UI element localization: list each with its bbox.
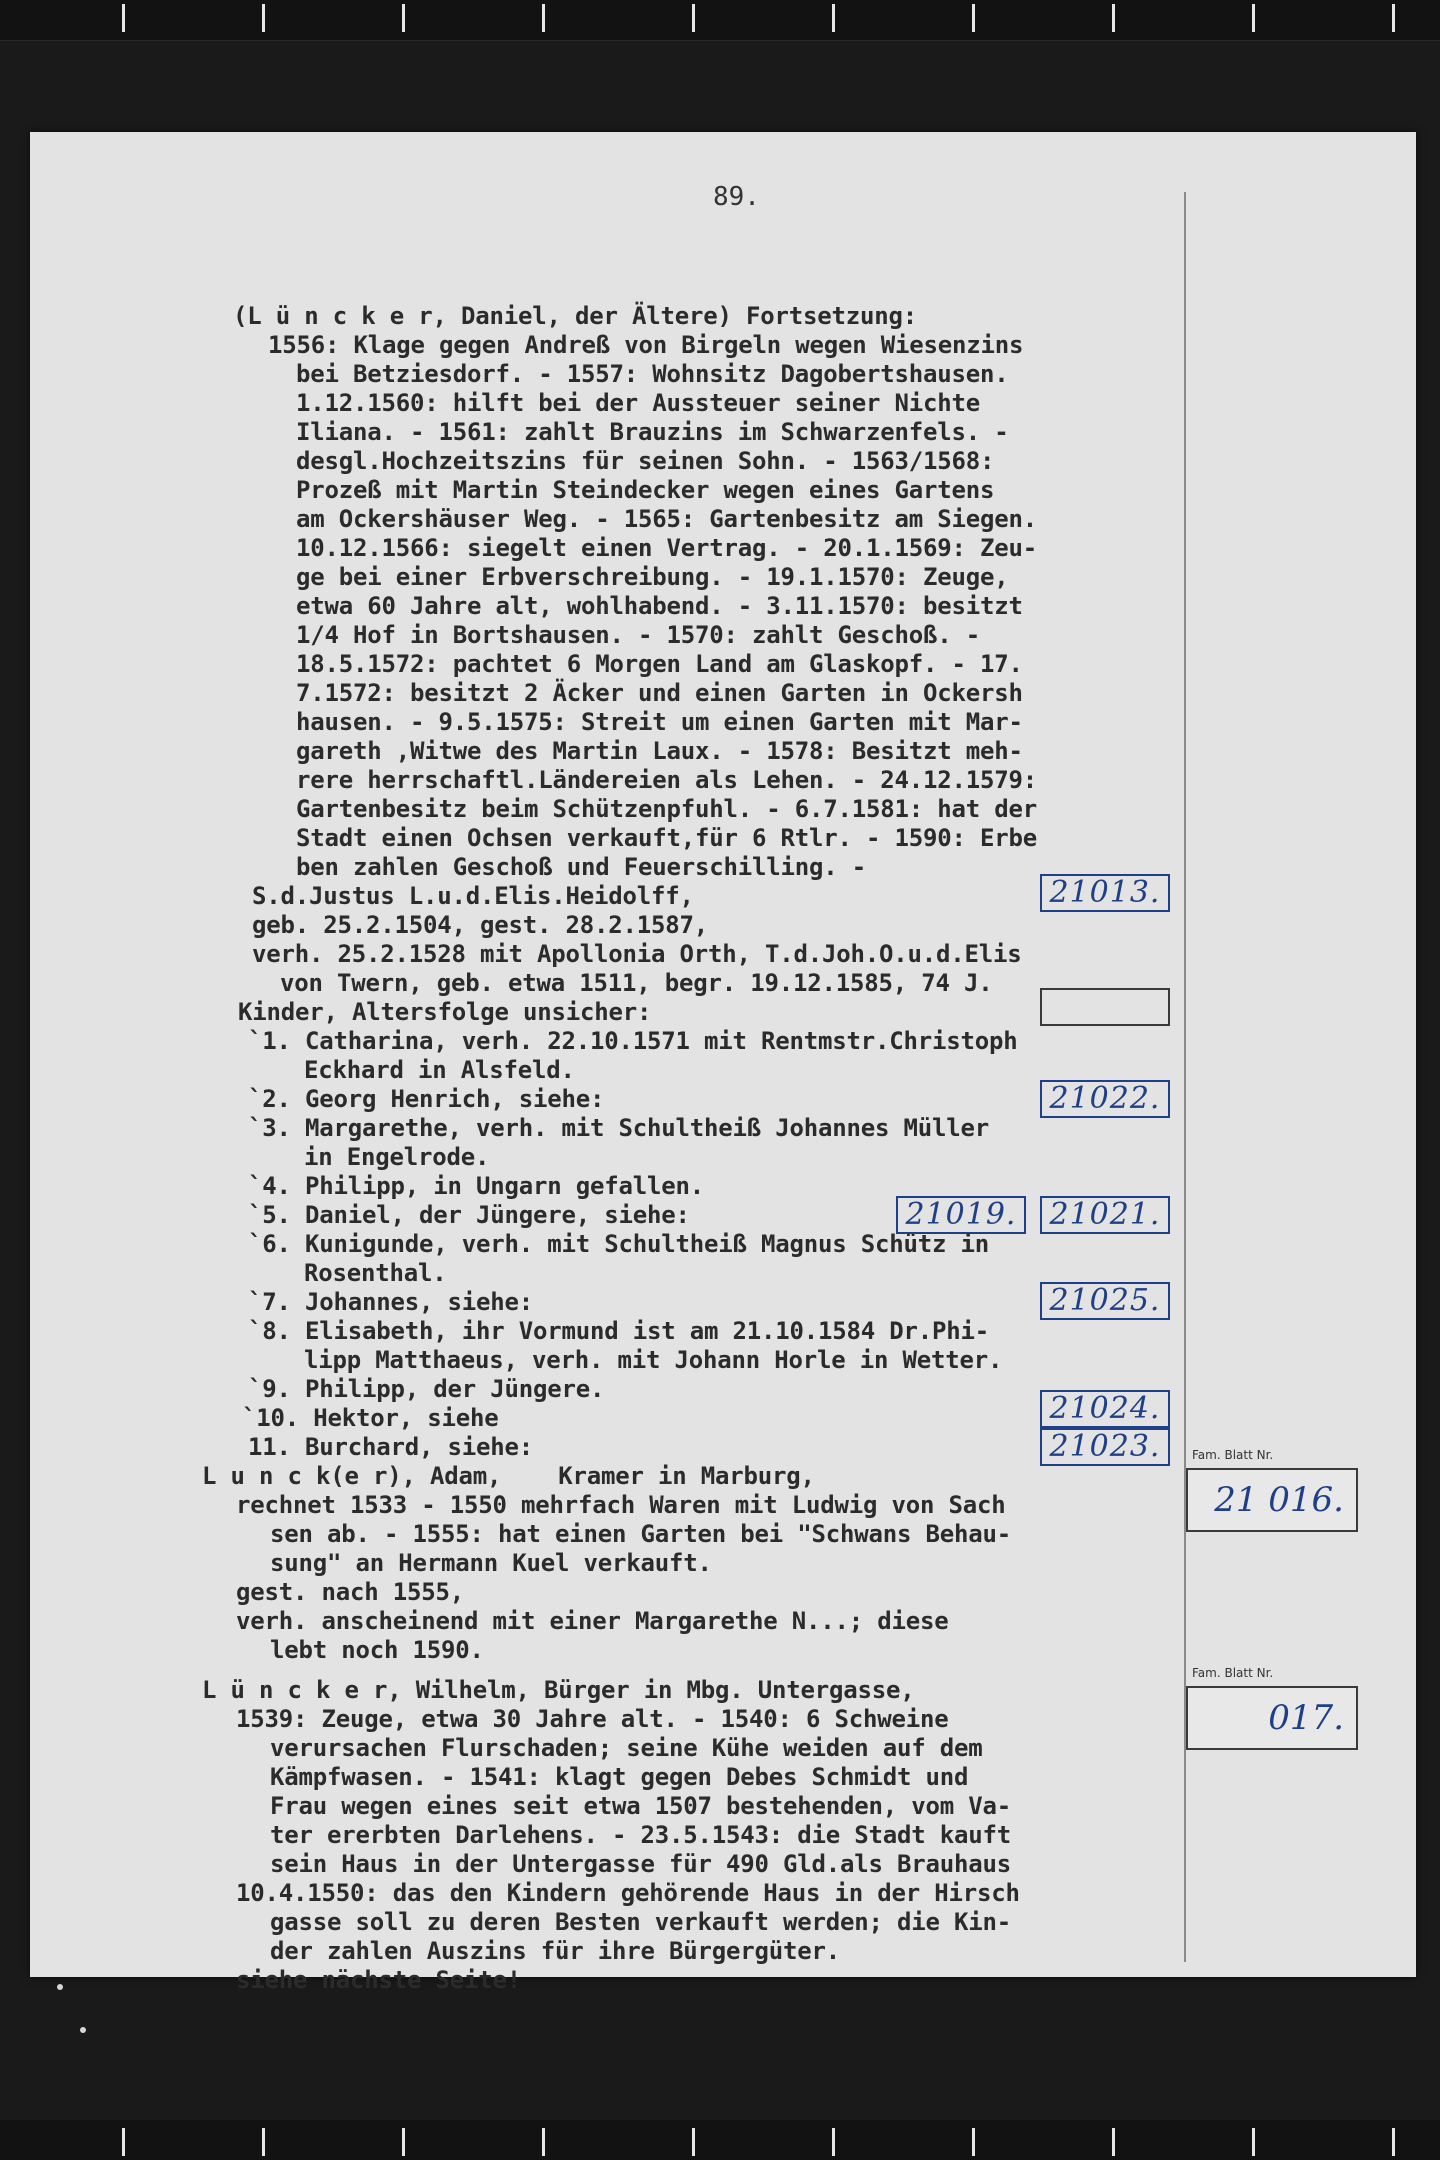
text-line: `7. Johannes, siehe: bbox=[248, 1288, 533, 1316]
text-line: `10. Hektor, siehe bbox=[242, 1404, 499, 1432]
record-number-stamp: 21022. bbox=[1040, 1080, 1170, 1118]
text-line: 18.5.1572: pachtet 6 Morgen Land am Glaskopf. - 17. bbox=[296, 650, 1023, 678]
film-tick bbox=[832, 4, 835, 32]
family-sheet-number: 017. bbox=[1268, 1698, 1344, 1738]
text-line: 11. Burchard, siehe: bbox=[248, 1433, 533, 1461]
text-line: ben zahlen Geschoß und Feuerschilling. - bbox=[296, 853, 866, 881]
text-line: L ü n c k e r, Wilhelm, Bürger in Mbg. Untergasse, bbox=[202, 1676, 915, 1704]
text-line: ge bei einer Erbverschreibung. - 19.1.1570: Zeuge, bbox=[296, 563, 1009, 591]
film-tick bbox=[832, 2128, 835, 2156]
top-film-strip bbox=[0, 0, 1440, 41]
text-line: 1556: Klage gegen Andreß von Birgeln wegen Wiesenzins bbox=[268, 331, 1024, 359]
text-line: in Engelrode. bbox=[304, 1143, 490, 1171]
text-line: verh. 25.2.1528 mit Apollonia Orth, T.d.Joh.O.u.d.Elis bbox=[252, 940, 1022, 968]
record-number-stamp: 21021. bbox=[1040, 1196, 1170, 1234]
film-tick bbox=[1252, 4, 1255, 32]
text-line: bei Betziesdorf. - 1557: Wohnsitz Dagobertshausen. bbox=[296, 360, 1009, 388]
text-line: verh. anscheinend mit einer Margarethe N...; diese bbox=[236, 1607, 949, 1635]
film-tick bbox=[402, 2128, 405, 2156]
text-line: `4. Philipp, in Ungarn gefallen. bbox=[248, 1172, 704, 1200]
text-line: lebt noch 1590. bbox=[270, 1636, 484, 1664]
text-line: Rosenthal. bbox=[304, 1259, 447, 1287]
text-line: rere herrschaftl.Ländereien als Lehen. - 24.12.1579: bbox=[296, 766, 1037, 794]
text-line: Kämpfwasen. - 1541: klagt gegen Debes Schmidt und bbox=[270, 1763, 969, 1791]
bottom-film-strip bbox=[0, 2120, 1440, 2160]
family-sheet-label: Fam. Blatt Nr. bbox=[1192, 1448, 1274, 1462]
family-sheet-number: 21 016. bbox=[1214, 1480, 1344, 1520]
text-line: lipp Matthaeus, verh. mit Johann Horle in Wetter. bbox=[304, 1346, 1003, 1374]
film-tick bbox=[692, 2128, 695, 2156]
film-tick bbox=[542, 4, 545, 32]
film-tick bbox=[972, 4, 975, 32]
record-number-stamp: 21025. bbox=[1040, 1282, 1170, 1320]
text-line: `9. Philipp, der Jüngere. bbox=[248, 1375, 605, 1403]
record-number-stamp: 21024. bbox=[1040, 1390, 1170, 1428]
text-line: etwa 60 Jahre alt, wohlhabend. - 3.11.1570: besitzt bbox=[296, 592, 1023, 620]
text-line: (L ü n c k e r, Daniel, der Ältere) Fortsetzung: bbox=[233, 302, 917, 330]
text-line: 7.1572: besitzt 2 Äcker und einen Garten in Ockersh bbox=[296, 679, 1023, 707]
text-line: `3. Margarethe, verh. mit Schultheiß Johannes Müller bbox=[248, 1114, 989, 1142]
text-line: `2. Georg Henrich, siehe: bbox=[248, 1085, 605, 1113]
family-sheet-box bbox=[1186, 1448, 1358, 1532]
text-line: gareth ,Witwe des Martin Laux. - 1578: Besitzt meh- bbox=[296, 737, 1023, 765]
film-tick bbox=[1252, 2128, 1255, 2156]
text-line: 10.4.1550: das den Kindern gehörende Haus in der Hirsch bbox=[236, 1879, 1020, 1907]
text-line: Kinder, Altersfolge unsicher: bbox=[238, 998, 652, 1026]
film-tick bbox=[402, 4, 405, 32]
film-tick bbox=[122, 2128, 125, 2156]
record-number-stamp: 21023. bbox=[1040, 1428, 1170, 1466]
punch-mark bbox=[80, 2027, 86, 2033]
film-tick bbox=[1392, 4, 1395, 32]
text-line: geb. 25.2.1504, gest. 28.2.1587, bbox=[252, 911, 708, 939]
text-line: gasse soll zu deren Besten verkauft werden; die Kin- bbox=[270, 1908, 1011, 1936]
film-tick bbox=[692, 4, 695, 32]
family-sheet-box bbox=[1186, 1666, 1358, 1750]
text-line: S.d.Justus L.u.d.Elis.Heidolff, bbox=[252, 882, 694, 910]
film-tick bbox=[1392, 2128, 1395, 2156]
text-line: 1539: Zeuge, etwa 30 Jahre alt. - 1540: 6 Schweine bbox=[236, 1705, 949, 1733]
film-tick bbox=[262, 4, 265, 32]
text-line: desgl.Hochzeitszins für seinen Sohn. - 1563/1568: bbox=[296, 447, 995, 475]
film-tick bbox=[1112, 4, 1115, 32]
text-line: am Ockershäuser Weg. - 1565: Gartenbesitz am Siegen. bbox=[296, 505, 1037, 533]
empty-record-stamp bbox=[1040, 988, 1170, 1026]
text-line: `5. Daniel, der Jüngere, siehe: bbox=[248, 1201, 690, 1229]
text-line: Iliana. - 1561: zahlt Brauzins im Schwarzenfels. - bbox=[296, 418, 1009, 446]
text-line: 1.12.1560: hilft bei der Aussteuer seiner Nichte bbox=[296, 389, 980, 417]
text-line: hausen. - 9.5.1575: Streit um einen Garten mit Mar- bbox=[296, 708, 1023, 736]
text-line: sein Haus in der Untergasse für 490 Gld.als Brauhaus bbox=[270, 1850, 1011, 1878]
text-line: `1. Catharina, verh. 22.10.1571 mit Rentmstr.Christoph bbox=[248, 1027, 1018, 1055]
text-line: `8. Elisabeth, ihr Vormund ist am 21.10.1584 Dr.Phi- bbox=[248, 1317, 989, 1345]
document-page bbox=[30, 132, 1416, 1994]
text-line: gest. nach 1555, bbox=[236, 1578, 464, 1606]
text-line: L u n c k(e r), Adam, Kramer in Marburg, bbox=[202, 1462, 815, 1490]
film-tick bbox=[972, 2128, 975, 2156]
film-tick bbox=[122, 4, 125, 32]
text-line: 10.12.1566: siegelt einen Vertrag. - 20.1.1569: Zeu- bbox=[296, 534, 1037, 562]
text-line: rechnet 1533 - 1550 mehrfach Waren mit Ludwig von Sach bbox=[236, 1491, 1006, 1519]
text-line: sen ab. - 1555: hat einen Garten bei "Schwans Behau- bbox=[270, 1520, 1011, 1548]
text-line: ter ererbten Darlehens. - 23.5.1543: die Stadt kauft bbox=[270, 1821, 1011, 1849]
text-line: Stadt einen Ochsen verkauft,für 6 Rtlr. - 1590: Erbe bbox=[296, 824, 1037, 852]
text-line: 1/4 Hof in Bortshausen. - 1570: zahlt Geschoß. - bbox=[296, 621, 980, 649]
text-line: der zahlen Auszins für ihre Bürgergüter. bbox=[270, 1937, 840, 1965]
film-tick bbox=[262, 2128, 265, 2156]
text-line: Gartenbesitz beim Schützenpfuhl. - 6.7.1581: hat der bbox=[296, 795, 1037, 823]
text-line: sung" an Hermann Kuel verkauft. bbox=[270, 1549, 712, 1577]
text-line: Frau wegen eines seit etwa 1507 bestehenden, vom Va- bbox=[270, 1792, 1011, 1820]
film-tick bbox=[1112, 2128, 1115, 2156]
text-line: von Twern, geb. etwa 1511, begr. 19.12.1585, 74 J. bbox=[280, 969, 993, 997]
text-line: siehe nächste Seite! bbox=[236, 1966, 521, 1994]
record-number-stamp: 21013. bbox=[1040, 874, 1170, 912]
record-number-stamp: 21019. bbox=[896, 1196, 1026, 1234]
film-tick bbox=[542, 2128, 545, 2156]
text-line: Eckhard in Alsfeld. bbox=[304, 1056, 575, 1084]
family-sheet-label: Fam. Blatt Nr. bbox=[1192, 1666, 1274, 1680]
text-line: verursachen Flurschaden; seine Kühe weiden auf dem bbox=[270, 1734, 983, 1762]
punch-mark bbox=[57, 1984, 63, 1990]
page-number: 89. bbox=[713, 182, 760, 212]
text-line: Prozeß mit Martin Steindecker wegen eines Gartens bbox=[296, 476, 995, 504]
text-line: `6. Kunigunde, verh. mit Schultheiß Magnus Schütz in bbox=[248, 1230, 989, 1258]
